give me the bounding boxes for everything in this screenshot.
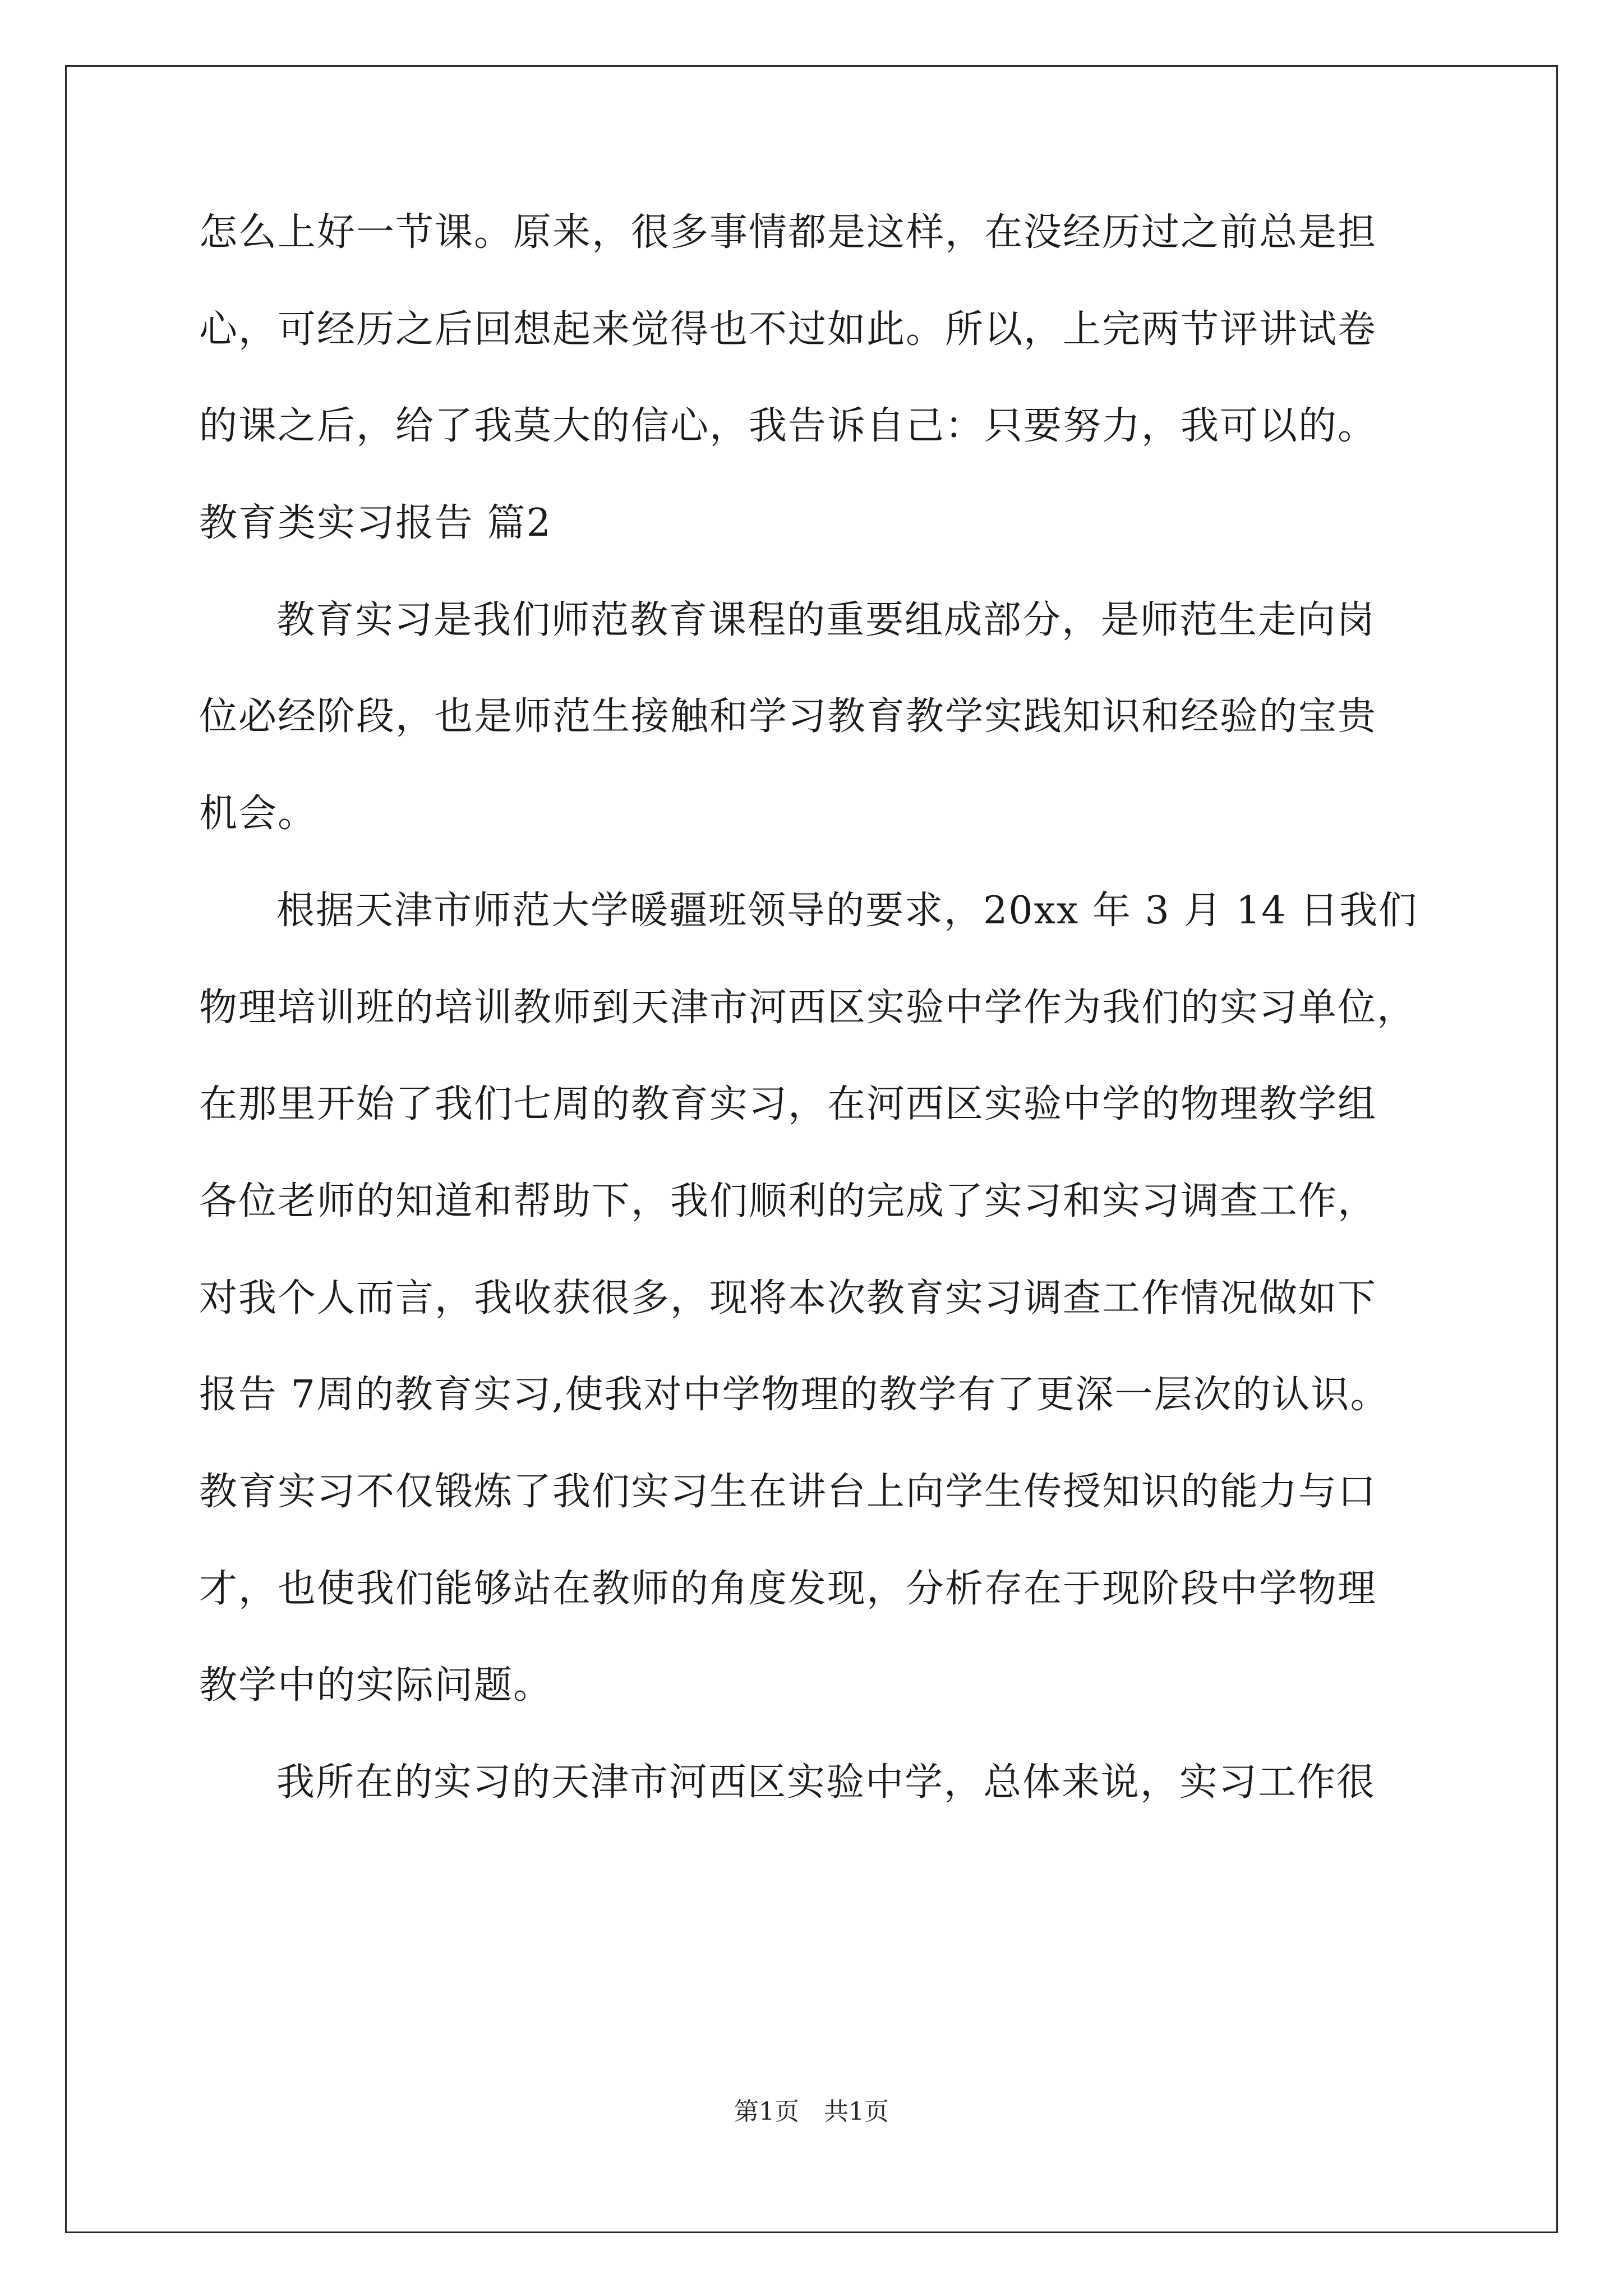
page-number: 第1页 xyxy=(734,2097,799,2126)
paragraph-first-line: 根据天津市师范大学暖疆班领导的要求，20xx 年 3 月 14 日我们 xyxy=(276,888,1418,933)
document-body xyxy=(199,205,1427,1852)
text-line: 报告 7周的教育实习,使我对中学物理的教学有了更深一层次的认识。 xyxy=(199,1373,1390,1418)
paragraph-first-line: 我所在的实习的天津市河西区实验中学，总体来说，实习工作很 xyxy=(276,1760,1376,1805)
paragraph-first-line: 教育实习是我们师范教育课程的重要组成部分，是师范生走向岗 xyxy=(276,597,1376,642)
text-line: 怎么上好一节课。原来，很多事情都是这样，在没经历过之前总是担 xyxy=(199,210,1377,255)
text-line: 位必经阶段，也是师范生接触和学习教育教学实践知识和经验的宝贵 xyxy=(199,694,1377,739)
text-line: 各位老师的知道和帮助下，我们顺利的完成了实习和实习调查工作， xyxy=(199,1179,1377,1223)
text-line: 物理培训班的培训教师到天津市河西区实验中学作为我们的实习单位， xyxy=(199,985,1417,1030)
text-line: 心，可经历之后回想起来觉得也不过如此。所以，上完两节评讲试卷 xyxy=(199,307,1377,352)
text-line: 教学中的实际问题。 xyxy=(199,1663,553,1708)
section-heading: 教育类实习报告 篇2 xyxy=(199,501,552,546)
text-line: 的课之后，给了我莫大的信心，我告诉自己：只要努力，我可以的。 xyxy=(199,404,1377,449)
text-line: 才，也使我们能够站在教师的角度发现，分析存在于现阶段中学物理 xyxy=(199,1566,1377,1611)
text-line: 对我个人而言，我收获很多，现将本次教育实习调查工作情况做如下 xyxy=(199,1276,1377,1320)
page-total: 共1页 xyxy=(824,2097,889,2126)
text-line: 机会。 xyxy=(199,792,317,836)
text-line: 教育实习不仅锻炼了我们实习生在讲台上向学生传授知识的能力与口 xyxy=(199,1469,1377,1514)
page-footer xyxy=(0,2091,1623,2127)
text-line: 在那里开始了我们七周的教育实习，在河西区实验中学的物理教学组 xyxy=(199,1082,1377,1127)
